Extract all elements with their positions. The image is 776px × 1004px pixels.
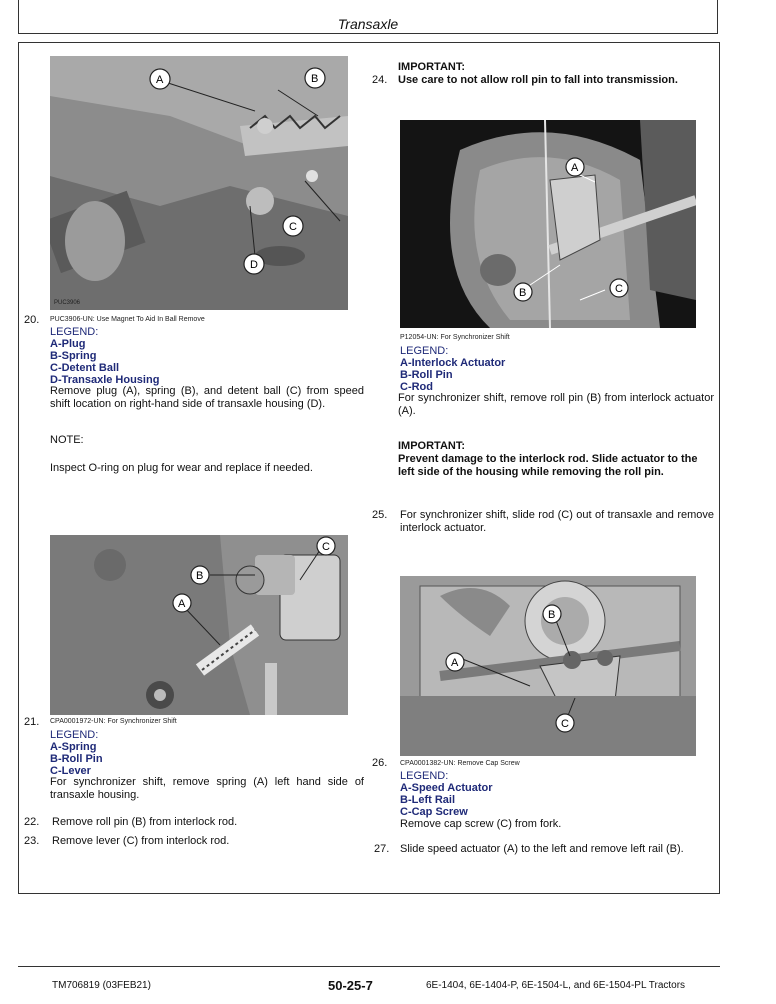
step-22-text: Remove roll pin (B) from interlock rod. bbox=[52, 816, 238, 828]
step-20-text: Remove plug (A), spring (B), and detent ball (C) from speed shift location on right-hand side of transaxle housing (D). bbox=[50, 385, 364, 410]
callout-b bbox=[191, 566, 209, 584]
callout-c bbox=[283, 216, 303, 236]
figure-cpa0001972 bbox=[50, 535, 348, 715]
step-22-number: 22. bbox=[24, 816, 40, 828]
note-label: NOTE: bbox=[50, 434, 84, 446]
footer-rule bbox=[18, 966, 720, 967]
legend-item: A-Spring bbox=[50, 741, 97, 753]
important-text: Prevent damage to the interlock rod. Slide actuator to the left side of the housing while removing the roll pin. bbox=[398, 453, 698, 478]
svg-text:A: A bbox=[156, 74, 164, 86]
callout-c bbox=[556, 714, 574, 732]
step-20-number: 20. bbox=[24, 314, 40, 326]
important-label: IMPORTANT: bbox=[398, 440, 466, 452]
legend-item: A-Interlock Actuator bbox=[400, 357, 506, 369]
legend-item: A-Speed Actuator bbox=[400, 782, 493, 794]
figure-cpa0001382-drawing bbox=[400, 576, 696, 756]
step-21-text: For synchronizer shift, remove spring (A) left hand side of transaxle housing. bbox=[50, 776, 364, 801]
callout-b bbox=[305, 68, 325, 88]
figure-puc3906 bbox=[50, 56, 348, 310]
legend-item: B-Roll Pin bbox=[400, 369, 453, 381]
callout-a bbox=[446, 653, 464, 671]
legend-item: B-Left Rail bbox=[400, 794, 455, 806]
footer-page-number: 50-25-7 bbox=[328, 978, 373, 993]
svg-text:B: B bbox=[548, 609, 556, 621]
callout-c bbox=[610, 279, 628, 297]
figure-cpa0001972-drawing bbox=[50, 535, 348, 715]
svg-text:B: B bbox=[519, 287, 527, 299]
legend-item: A-Plug bbox=[50, 338, 86, 350]
legend-item: C-Lever bbox=[50, 765, 91, 777]
legend-item: B-Spring bbox=[50, 350, 97, 362]
svg-text:A: A bbox=[451, 657, 459, 669]
legend-item: C-Detent Ball bbox=[50, 362, 120, 374]
step-24-text: For synchronizer shift, remove roll pin (B) from interlock actuator (A). bbox=[398, 392, 714, 417]
callout-b bbox=[514, 283, 532, 301]
legend-item: D-Transaxle Housing bbox=[50, 374, 160, 386]
legend-item: C-Rod bbox=[400, 381, 433, 393]
step-21-number: 21. bbox=[24, 716, 40, 728]
figure-caption: CPA0001382-UN: Remove Cap Screw bbox=[400, 760, 520, 767]
step-26-text: Remove cap screw (C) from fork. bbox=[400, 818, 562, 830]
step-23-text: Remove lever (C) from interlock rod. bbox=[52, 835, 230, 847]
legend-title: LEGEND: bbox=[50, 326, 99, 338]
callout-a bbox=[150, 69, 170, 89]
note-text: Inspect O-ring on plug for wear and replace if needed. bbox=[50, 462, 313, 474]
legend-title: LEGEND: bbox=[50, 729, 99, 741]
step-27-text: Slide speed actuator (A) to the left and remove left rail (B). bbox=[400, 843, 684, 855]
important-text: Use care to not allow roll pin to fall into transmission. bbox=[398, 74, 678, 86]
legend-item: B-Roll Pin bbox=[50, 753, 103, 765]
svg-text:C: C bbox=[561, 718, 569, 730]
important-label: IMPORTANT: bbox=[398, 61, 466, 73]
legend-item: C-Cap Screw bbox=[400, 806, 468, 818]
figure-cpa0001382 bbox=[400, 576, 696, 756]
svg-text:B: B bbox=[311, 73, 319, 85]
step-26-number: 26. bbox=[372, 757, 388, 769]
figure-p12054-drawing bbox=[400, 120, 696, 328]
footer-doc-id: TM706819 (03FEB21) bbox=[52, 980, 151, 991]
legend-title: LEGEND: bbox=[400, 770, 449, 782]
figure-p12054 bbox=[400, 120, 696, 328]
svg-text:A: A bbox=[178, 598, 186, 610]
callout-c bbox=[317, 537, 335, 555]
callout-a bbox=[566, 158, 584, 176]
step-24-number: 24. bbox=[372, 74, 388, 86]
figure-code: PUC3906 bbox=[54, 300, 81, 306]
svg-text:C: C bbox=[289, 221, 297, 233]
step-25-text: For synchronizer shift, slide rod (C) out of transaxle and remove interlock actuator. bbox=[400, 509, 714, 534]
svg-text:C: C bbox=[322, 541, 330, 553]
figure-caption: P12054-UN: For Synchronizer Shift bbox=[400, 334, 510, 341]
callout-d bbox=[244, 254, 264, 274]
page-header bbox=[18, 0, 718, 34]
svg-text:C: C bbox=[615, 283, 623, 295]
figure-caption: CPA0001972-UN: For Synchronizer Shift bbox=[50, 718, 177, 725]
step-25-number: 25. bbox=[372, 509, 388, 521]
section-title: Transaxle bbox=[337, 16, 399, 32]
svg-text:B: B bbox=[196, 570, 204, 582]
step-27-number: 27. bbox=[374, 843, 390, 855]
legend-title: LEGEND: bbox=[400, 345, 449, 357]
step-23-number: 23. bbox=[24, 835, 40, 847]
callout-a bbox=[173, 594, 191, 612]
footer-models: 6E-1404, 6E-1404-P, 6E-1504-L, and 6E-1504-PL Tractors bbox=[426, 980, 686, 991]
svg-text:D: D bbox=[250, 259, 258, 271]
callout-b bbox=[543, 605, 561, 623]
figure-puc3906-drawing bbox=[50, 56, 348, 310]
svg-text:A: A bbox=[571, 162, 579, 174]
figure-caption: PUC3906-UN: Use Magnet To Aid In Ball Remove bbox=[50, 316, 205, 323]
